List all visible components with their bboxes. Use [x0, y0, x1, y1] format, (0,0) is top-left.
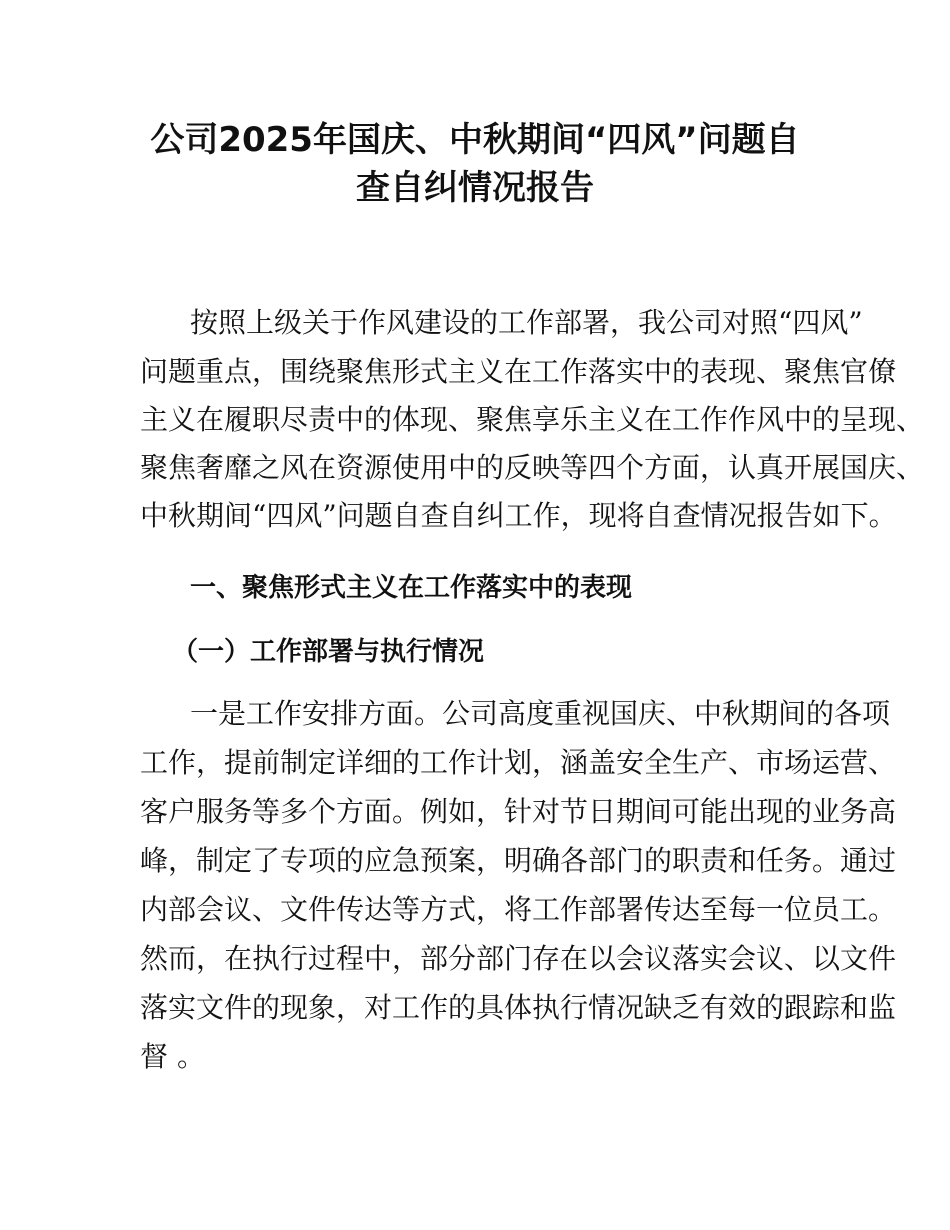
subsection-heading-1: （一）工作部署与执行情况 [172, 637, 485, 667]
paragraph-line: 峰，制定了专项的应急预案，明确各部门的职责和任务。通过 [140, 844, 897, 877]
paragraph-line: 督。 [140, 1040, 215, 1073]
paragraph-line: 工作，提前制定详细的工作计划，涵盖安全生产、市场运营、 [140, 746, 897, 779]
paragraph-line: 问题重点，围绕聚焦形式主义在工作落实中的表现、聚焦官僚 [140, 355, 897, 388]
document-title-line-2: 查自纠情况报告 [356, 168, 594, 208]
paragraph-line: 然而，在执行过程中，部分部门存在以会议落实会议、以文件 [140, 942, 897, 975]
paragraph-line: 中秋期间“四风”问题自查自纠工作，现将自查情况报告如下。 [140, 499, 897, 532]
paragraph-line: 聚焦奢靡之风在资源使用中的反映等四个方面，认真开展国庆、 [140, 451, 925, 484]
paragraph-line: 客户服务等多个方面。例如，针对节日期间可能出现的业务高 [140, 795, 897, 828]
paragraph-line: 一是工作安排方面。公司高度重视国庆、中秋期间的各项 [190, 697, 891, 730]
paragraph-line: 主义在履职尽责中的体现、聚焦享乐主义在工作作风中的呈现、 [140, 403, 925, 436]
paragraph-line: 按照上级关于作风建设的工作部署，我公司对照“四风” [190, 306, 863, 339]
section-heading-1: 一、聚焦形式主义在工作落实中的表现 [190, 573, 633, 603]
paragraph-line: 落实文件的现象，对工作的具体执行情况缺乏有效的跟踪和监 [140, 991, 897, 1024]
document-title-line-1: 公司2025年国庆、中秋期间“四风”问题自 [150, 120, 800, 160]
paragraph-line: 内部会议、文件传达等方式，将工作部署传达至每一位员工。 [140, 893, 897, 926]
